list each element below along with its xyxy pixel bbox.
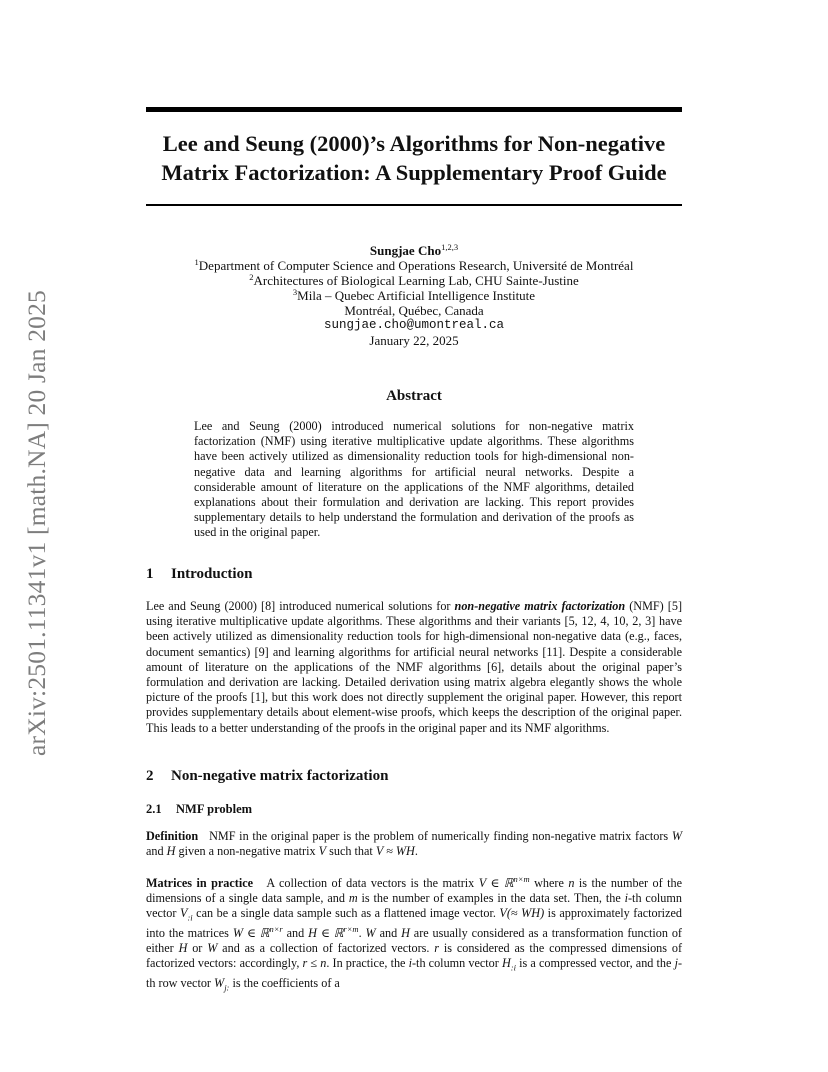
affiliation-1: $^1$Department of Computer Science and Operations Research, Université de Montréal [194, 257, 634, 273]
subsection-2-1-heading [146, 802, 252, 817]
approx-expression: V ≈ WH [375, 844, 415, 859]
matrices-in-practice-paragraph: Matrices in practice A collection of data vectors is the matrix V ∈ ℝ$^{n\times m}$ where n is the number of the dimensions of a single data sample, and m is the number of examples in the data set. Then, the i-th column vector $V_{:i}$ can be a single data sample such as a flattened image vector. V(≈ WH) is approximately factorized into the matrices W ∈ ℝ$^{n\times r}$ and H ∈ ℝ$^{r\times m}$. W and H are usually considered as a transformation function of either H or W and as a collection of factorized vectors. r is considered as the compressed dimensions of factorized vectors: accordingly, r ≤ n. In practice, the i-th column vector $H_{:i}$ is a compressed vector, and the j-th row vector $W_{j:}$ is the coefficients of a [146, 874, 683, 993]
section-1-title: Introduction [171, 566, 253, 582]
definition-label: Definition [146, 829, 199, 843]
subsection-2-1-number: 2.1 [146, 802, 162, 816]
author-block [146, 243, 682, 348]
author-affiliation-marks: 1,2,3 [441, 242, 459, 252]
author-name: Sungjae Cho [369, 243, 442, 258]
section-1-heading [146, 566, 252, 583]
arxiv-identifier-stamp [22, 270, 52, 775]
author-email[interactable]: sungjae.cho@umontreal.ca [323, 318, 505, 332]
section-1-number: 1 [146, 566, 154, 582]
introduction-paragraph: Lee and Seung (2000) [8] introduced numerical solutions for non-negative matrix factorization (NMF) [5] using iterative multiplicative update algorithms. These algorithms and their variants [5, 12, 4, 10, 2, 3] have been actively utilized as dimensionality reduction tools for high-dimensional non-negative data (e.g., faces, document semantics) [9] and learning algorithms for artificial neural networks [11]. Despite a considerable amount of literature on the applications of the NMF algorithms [6], details about the original paper’s formulation and derivation are lacking. Detailed derivation using matrix algebra elegantly shows the whole picture of the proofs [1], but this work does not directly supplement the original paper. However, this report provides supplementary details about element-wise proofs, which keeps the description of the original paper. This leads to a better understanding of the proofs in the original paper and its NMF algorithms. [146, 599, 682, 735]
section-2-title: Non-negative matrix factorization [171, 768, 389, 784]
author-line [146, 243, 682, 258]
abstract-body: Lee and Seung (2000) introduced numerical solutions for non-negative matrix factorization (NMF) using iterative multiplicative update algorithms. These algorithms have been actively utilized as dimensionality reduction tools for high-dimensional non-negative data and learning algorithms for artificial neural networks. Despite a considerable amount of literature on the applications of the NMF algorithms, detailed explanations about their formulation and derivation are lacking. This report provides supplementary details to help understand the formulation and derivation of the proofs as used in the original paper. [194, 419, 634, 540]
author-location: Montréal, Québec, Canada [344, 303, 484, 318]
nmf-term-emphasis: non-negative matrix factorization [454, 599, 626, 613]
definition-paragraph: Definition NMF in the original paper is the problem of numerically finding non-negative matrix factors W and H given a non-negative matrix V such that V ≈ WH. [146, 829, 682, 859]
title-bottom-rule [146, 204, 682, 206]
paper-date: January 22, 2025 [369, 333, 459, 348]
section-2-number: 2 [146, 768, 154, 784]
affiliation-3: $^3$Mila – Quebec Artificial Intelligence Institute [292, 287, 536, 303]
affiliation-2: $^2$Architectures of Biological Learning Lab, CHU Sainte-Justine [249, 272, 579, 288]
matrices-in-practice-label: Matrices in practice [146, 876, 254, 890]
title-line-1: Lee and Seung (2000)’s Algorithms for Non-negative [162, 131, 666, 156]
paper-title [146, 129, 682, 187]
section-2-heading [146, 768, 388, 785]
arxiv-identifier-text: arXiv:2501.11341v1 [math.NA] 20 Jan 2025 [22, 289, 51, 756]
title-top-rule [146, 107, 682, 112]
title-line-2: Matrix Factorization: A Supplementary Proof Guide [161, 160, 667, 185]
abstract-heading: Abstract [386, 388, 442, 404]
subsection-2-1-title: NMF problem [176, 802, 253, 816]
